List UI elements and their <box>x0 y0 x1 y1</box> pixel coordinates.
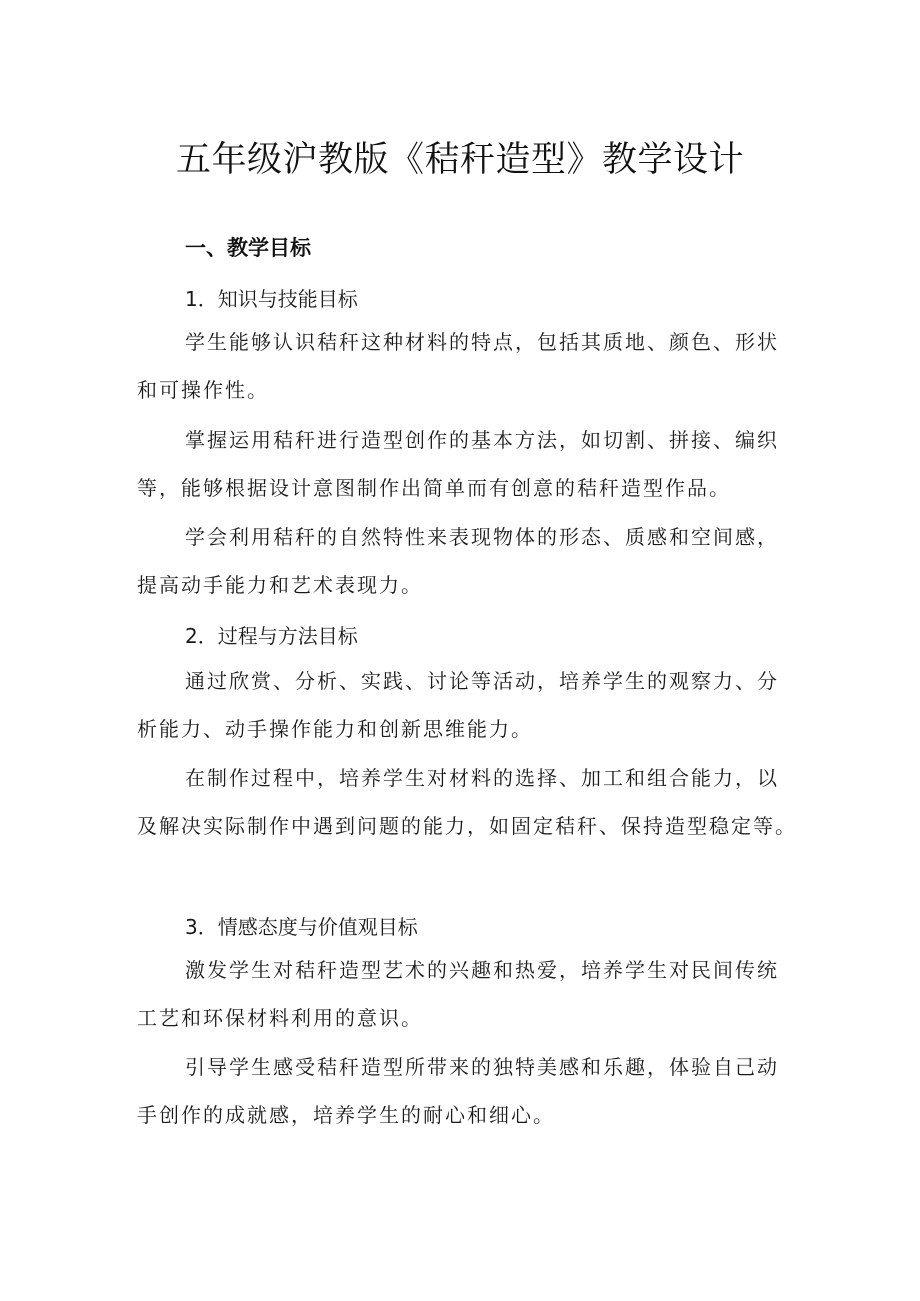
paragraph-emotion-2: 引导学生感受秸秆造型所带来的独特美感和乐趣，体验自己动手创作的成就感，培养学生的耐心和细心。 <box>137 1055 779 1127</box>
document-title: 五年级沪教版《秸秆造型》教学设计 <box>175 140 744 180</box>
subheading-knowledge-skills: 1．知识与技能目标 <box>185 287 358 311</box>
subheading-process-methods: 2．过程与方法目标 <box>185 624 358 648</box>
paragraph-emotion-1: 激发学生对秸秆造型艺术的兴趣和热爱，培养学生对民间传统工艺和环保材料利用的意识。 <box>137 958 779 1030</box>
paragraph-knowledge-3: 学会利用秸秆的自然特性来表现物体的形态、质感和空间感，提高动手能力和艺术表现力。 <box>137 525 779 597</box>
paragraph-process-2: 在制作过程中，培养学生对材料的选择、加工和组合能力，以及解决实际制作中遇到问题的能力，如固定秸秆、保持造型稳定等。 <box>137 766 797 838</box>
subheading-emotion-values: 3．情感态度与价值观目标 <box>185 915 418 939</box>
paragraph-knowledge-2: 掌握运用秸秆进行造型创作的基本方法，如切割、拼接、编织等，能够根据设计意图制作出简单而有创意的秸秆造型作品。 <box>137 428 779 500</box>
section-heading-teaching-goals: 一、教学目标 <box>185 236 311 260</box>
paragraph-knowledge-1: 学生能够认识秸秆这种材料的特点，包括其质地、颜色、形状和可操作性。 <box>137 330 779 402</box>
paragraph-process-1: 通过欣赏、分析、实践、讨论等活动，培养学生的观察力、分析能力、动手操作能力和创新思维能力。 <box>137 669 779 741</box>
